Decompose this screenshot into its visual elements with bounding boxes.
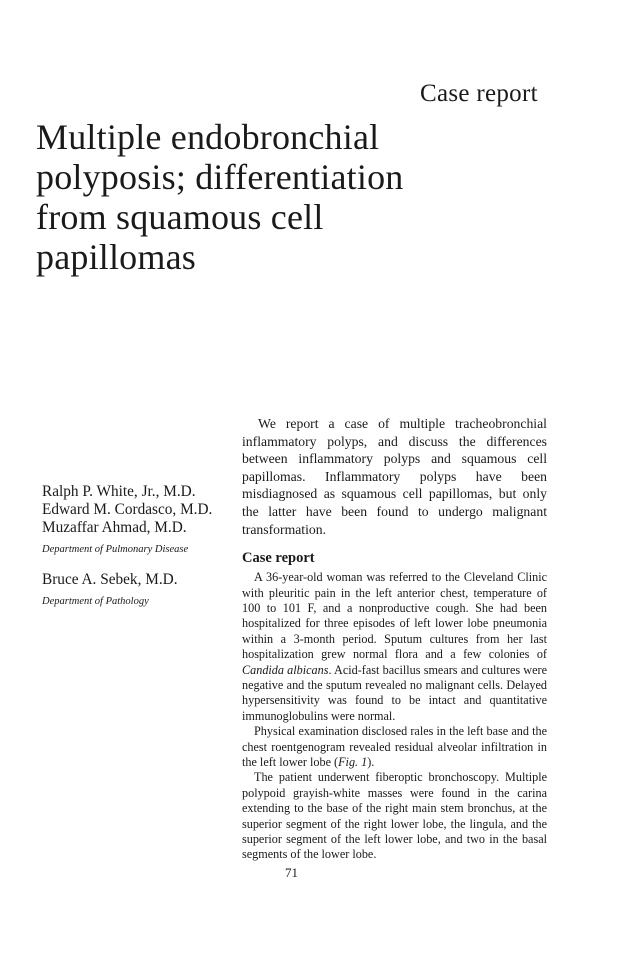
- department-affiliation: Department of Pathology: [42, 596, 149, 607]
- body-paragraph: [242, 570, 547, 724]
- author-name: Bruce A. Sebek, M.D.: [42, 571, 178, 588]
- author-list: [42, 483, 232, 607]
- title-line: papillomas: [36, 237, 196, 277]
- author-name: Muzaffar Ahmad, M.D.: [42, 519, 187, 536]
- paragraph-text: A 36-year-old woman was referred to the Cleveland Clinic with pleuritic pain in the left anterior chest, temperature of 100 to 101 F, and a nonproductive cough. She had been hospitalized for three episodes of left lower lobe pneumonia within a 3-month period. Sputum cultures from her last hospitalization grew normal flora and a few colonies of: [242, 570, 547, 662]
- author-group-pathology: [42, 571, 232, 607]
- title-line: from squamous cell: [36, 197, 324, 237]
- author-name: Ralph P. White, Jr., M.D.: [42, 483, 196, 500]
- paragraph-text: . Acid-fast bacillus smears and cultures were negative and the sputum revealed no malignant cells. Delayed hypersensitivity was found to be intact and quantitative immunoglobulins were normal.: [242, 662, 547, 723]
- article-title: [36, 117, 456, 277]
- figure-reference: Fig. 1: [338, 755, 368, 770]
- body-paragraph: [242, 724, 547, 770]
- abstract-text: We report a case of multiple tracheobronchial inflammatory polyps, and discuss the differences between inflammatory polyps and squamous cell papillomas. Inflammatory polyps have been misdiagnosed as squamous cell papillomas, but only the latter have been found to undergo malignant transformation.: [242, 416, 547, 537]
- title-line: Multiple endobronchial: [36, 117, 380, 157]
- body-paragraph: The patient underwent fiberoptic bronchoscopy. Multiple polypoid grayish-white masses were found in the carina extending to the base of the right main stem bronchus, at the superior segment of the right lower lobe, the lingula, and the superior segment of the left lower lobe, and two in the basal segments of the lower lobe.: [242, 770, 547, 862]
- title-line: polyposis; differentiation: [36, 157, 404, 197]
- main-text-column: [242, 415, 547, 863]
- author-group-pulmonary: [42, 483, 232, 555]
- section-label: Case report: [420, 80, 538, 107]
- paragraph-text: Physical examination disclosed rales in the left base and the chest roentgenogram revealed residual alveolar infiltration in the left lower lobe (: [242, 724, 547, 770]
- abstract: [242, 415, 547, 538]
- department-affiliation: Department of Pulmonary Disease: [42, 544, 189, 555]
- section-heading: Case report: [242, 550, 315, 567]
- author-name: Edward M. Cordasco, M.D.: [42, 501, 213, 518]
- paragraph-text: ).: [367, 755, 375, 770]
- page-number: 71: [285, 865, 298, 880]
- italic-term: Candida albicans: [242, 662, 329, 677]
